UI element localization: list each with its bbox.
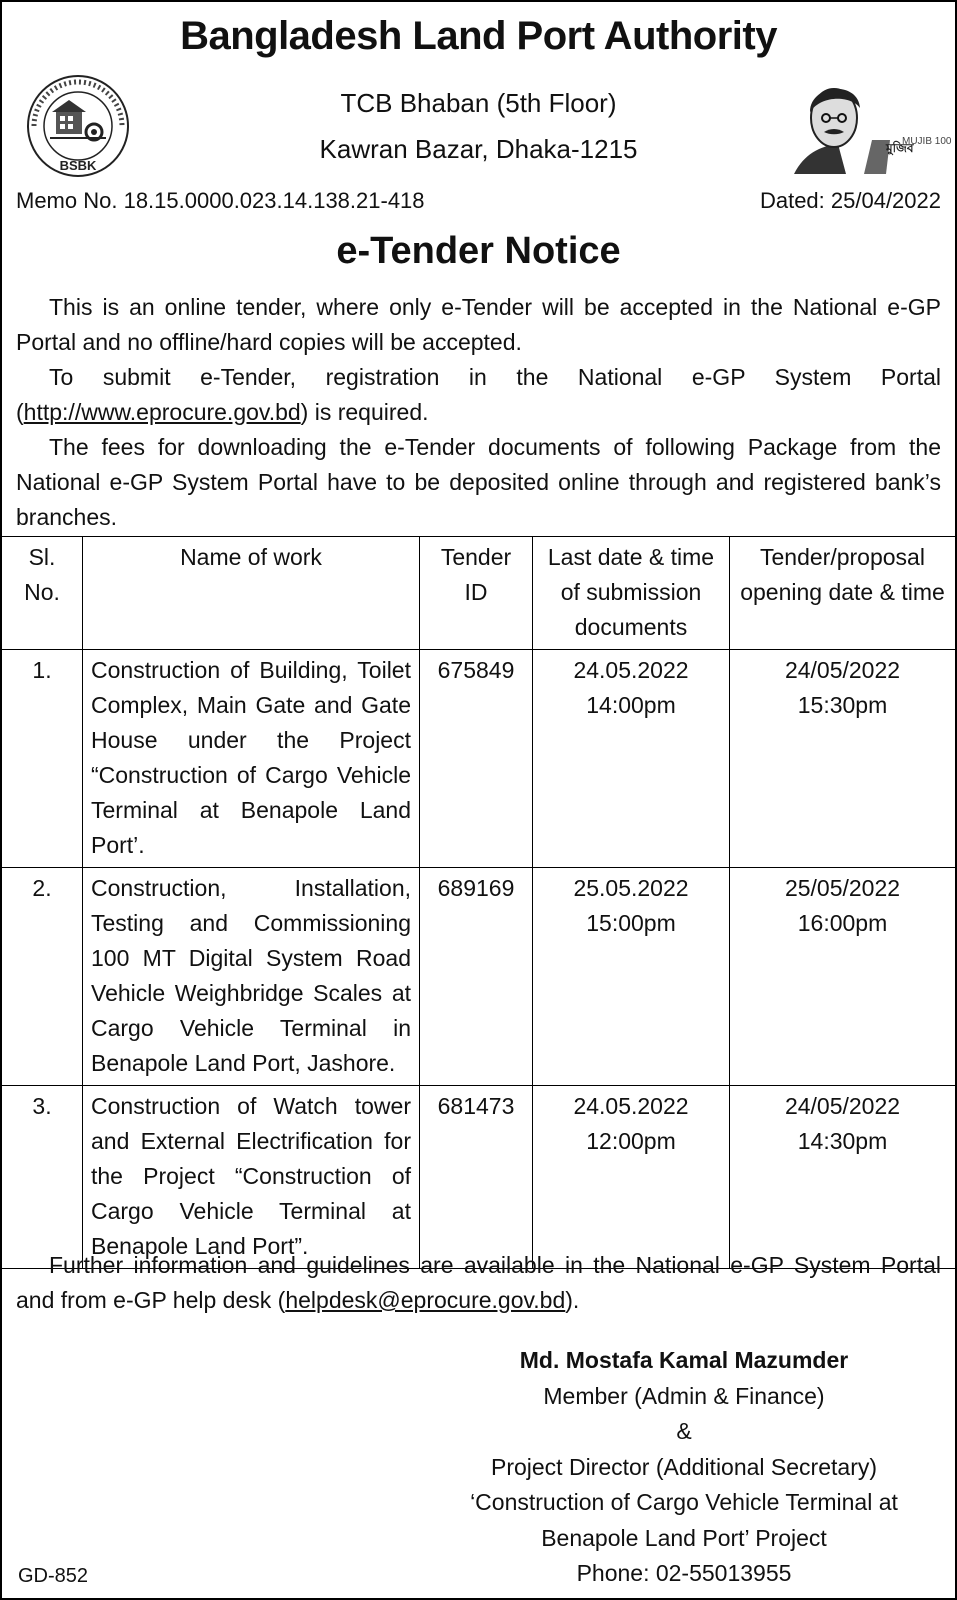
memo-row (16, 188, 941, 214)
para2-text-after: ) is required. (300, 399, 429, 425)
last-time: 15:00pm (586, 910, 676, 936)
last-date: 25.05.2022 (573, 875, 689, 901)
row-sl-no: 3. (2, 1086, 83, 1269)
memo-date: Dated: 25/04/2022 (759, 188, 941, 213)
address-line-2: Kawran Bazar, Dhaka-1215 (319, 134, 638, 164)
signatory-ampersand: & (676, 1418, 692, 1444)
seal-lettering: BSBK (59, 158, 97, 173)
intro-paragraph-2 (16, 360, 941, 430)
signatory-phone: Phone: 02-55013955 (576, 1560, 792, 1586)
open-time: 16:00pm (797, 910, 888, 936)
memo-number: Memo No. 18.15.0000.023.14.138.21-418 (16, 188, 425, 213)
row-last-date (533, 650, 730, 868)
table-row (2, 868, 955, 1086)
intro-paragraph-1: This is an online tender, where only e-Tender will be accepted in the National e-GP Portal and no offline/hard copies will be accepted. (16, 294, 941, 355)
row-tender-id: 689169 (420, 868, 533, 1086)
row-tender-id: 675849 (420, 650, 533, 868)
open-date: 24/05/2022 (784, 1093, 901, 1119)
further-info-text (16, 1248, 941, 1318)
mujib-100-portrait-logo (786, 70, 952, 176)
egp-portal-link[interactable]: http://www.eprocure.gov.bd (23, 399, 301, 425)
project-line-2: Benapole Land Port’ Project (541, 1524, 827, 1551)
row-name-of-work: Construction of Building, Toilet Complex, Main Gate and Gate House under the Project “Construction of Cargo Vehicle Terminal at Benapole Land Port’. (83, 650, 420, 868)
last-time: 12:00pm (586, 1128, 676, 1154)
intro-paragraph-3: The fees for downloading the e-Tender documents of following Package from the National e-GP System Portal have to be deposited online through and registered bank’s branches. (16, 434, 941, 530)
address-line-1: TCB Bhaban (5th Floor) (340, 88, 617, 118)
intro-paragraphs (16, 290, 941, 535)
notice-title: e-Tender Notice (336, 230, 621, 272)
open-time: 15:30pm (797, 692, 888, 718)
row-opening-date (730, 1086, 956, 1269)
tender-table (2, 536, 955, 1269)
info-text-after: ). (565, 1287, 580, 1313)
table-row (2, 1086, 955, 1269)
last-date: 24.05.2022 (573, 657, 689, 683)
signature-block (464, 1343, 904, 1592)
table-row (2, 650, 955, 868)
header-sl-no: Sl. No. (2, 537, 83, 650)
signatory-designation-1: Member (Admin & Finance) (543, 1382, 825, 1409)
signatory-designation-2: Project Director (Additional Secretary) (490, 1453, 878, 1480)
project-line-1: ‘Construction of Cargo Vehicle Terminal at (470, 1489, 898, 1515)
row-last-date (533, 1086, 730, 1269)
table-header-row (2, 537, 955, 650)
row-sl-no: 2. (2, 868, 83, 1086)
row-opening-date (730, 650, 956, 868)
header-tender-id: Tender ID (420, 537, 533, 650)
row-name-of-work: Construction, Installation, Testing and Commissioning 100 MT Digital System Road Vehicle Weighbridge Scales at Cargo Vehicle Terminal in Benapole Land Port, Jashore. (83, 868, 420, 1086)
signatory-name: Md. Mostafa Kamal Mazumder (519, 1347, 849, 1373)
svg-text:মুজিব: মুজিব (886, 141, 914, 155)
para2-text-before: To submit e-Tender, registration in the National e-GP System Portal ( (16, 364, 941, 425)
row-name-of-work: Construction of Watch tower and External Electrification for the Project “Construction of Cargo Vehicle Terminal at Benapole Land Port”. (83, 1086, 420, 1269)
organization-title: Bangladesh Land Port Authority (180, 14, 777, 58)
last-time: 14:00pm (586, 692, 676, 718)
last-date: 24.05.2022 (573, 1093, 689, 1119)
open-time: 14:30pm (797, 1128, 888, 1154)
row-last-date (533, 868, 730, 1086)
header-last-date: Last date & time of submission documents (533, 537, 730, 650)
ad-code: GD-852 (18, 1565, 89, 1587)
info-text-before: Further information and guidelines are available in the National e-GP System Portal and from e-GP help desk ( (16, 1252, 941, 1313)
row-tender-id: 681473 (420, 1086, 533, 1269)
header-opening-date: Tender/proposal opening date & time (730, 537, 956, 650)
open-date: 25/05/2022 (784, 875, 901, 901)
notice-header (2, 2, 955, 178)
mujib-100-lettering: MUJIB 100 (902, 136, 952, 147)
row-sl-no: 1. (2, 650, 83, 868)
helpdesk-email-link[interactable]: helpdesk@eprocure.gov.bd (285, 1287, 566, 1313)
header-name-of-work: Name of work (83, 537, 420, 650)
row-opening-date (730, 868, 956, 1086)
open-date: 24/05/2022 (784, 657, 901, 683)
further-info-paragraph (16, 1248, 941, 1318)
